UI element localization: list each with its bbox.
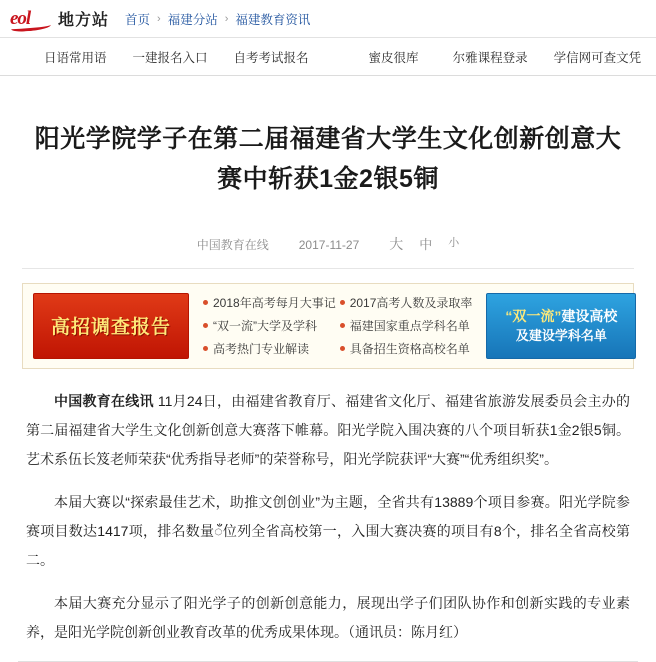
promo-report-banner[interactable]: [33, 293, 189, 359]
nav-item-japanese-phrases[interactable]: 日语常用语: [44, 50, 107, 65]
promo-link-label: 2018年高考每月大事记: [213, 296, 336, 310]
bullet-icon: [340, 346, 345, 351]
breadcrumb-separator: ›: [224, 12, 229, 25]
promo-link-label: 高考热门专业解读: [213, 342, 310, 356]
logo-text: 地方站: [58, 12, 110, 29]
list-item[interactable]: [203, 317, 336, 334]
article-meta: [22, 222, 634, 268]
meta-divider: [22, 268, 634, 269]
eol-logo-icon: [10, 8, 52, 30]
site-logo[interactable]: [10, 7, 123, 30]
list-item[interactable]: [203, 340, 336, 357]
promo-link-list: [199, 294, 476, 357]
bullet-icon: [340, 300, 345, 305]
secondary-nav: [0, 38, 656, 76]
paragraph: [26, 589, 630, 647]
site-header: [0, 0, 656, 38]
breadcrumb-item-fujian[interactable]: 福建分站: [167, 12, 218, 27]
paragraph: [26, 488, 630, 575]
promo-side-line1-highlight: “双一流”: [505, 307, 562, 324]
promo-link-label: 福建国家重点学科名单: [349, 319, 470, 333]
list-item[interactable]: [340, 294, 473, 311]
bullet-icon: [203, 346, 208, 351]
nav-item-honey-library[interactable]: 蜜皮很库: [368, 50, 419, 65]
list-item[interactable]: [203, 294, 336, 311]
nav-item-erya-login[interactable]: 尔雅课程登录: [452, 50, 528, 65]
paragraph-text: 本届大赛充分显示了阳光学子的创新创意能力，展现出学子们团队协作和创新实践的专业素养，是阳光学院创新创业教育改革的优秀成果体现。（通讯员：陈月红）: [26, 594, 630, 640]
article-source: 中国教育在线: [196, 237, 269, 252]
bullet-icon: [340, 323, 345, 328]
promo-banner[interactable]: [22, 283, 634, 369]
promo-link-label: 2017高考人数及录取率: [349, 296, 473, 310]
bullet-icon: [203, 300, 208, 305]
breadcrumb: [123, 10, 312, 28]
page-title: 阳光学院学子在第二届福建省大学生文化创新创意大赛中斩获1金2银5铜: [34, 124, 622, 193]
bullet-icon: [203, 323, 208, 328]
nav-item-selfstudy-exam[interactable]: 自考考试报名: [233, 50, 309, 65]
list-item[interactable]: [340, 317, 473, 334]
promo-link-label: 具备招生资格高校名单: [349, 342, 470, 356]
promo-side-line2: 及建设学科名单: [515, 327, 607, 343]
breadcrumb-item-fujian-news[interactable]: 福建教育资讯: [235, 12, 311, 27]
paragraph-text: 本届大赛以“探索最佳艺术，助推文创创业”为主题，全省共有13889个项目参赛。阳光学院参赛项目数达1417项，排名数量ँ位列全省高校第一，入围大赛决赛的项目有8个，排名全省高校第二。: [26, 493, 630, 568]
list-item[interactable]: [340, 340, 473, 357]
promo-side-line1: [505, 306, 617, 326]
breadcrumb-separator: ›: [157, 12, 161, 25]
article-body: [22, 369, 634, 647]
font-size-controls: [389, 234, 459, 254]
font-size-large-button[interactable]: 大: [389, 235, 404, 252]
promo-side-line1-rest: 建设高校: [561, 307, 618, 324]
breadcrumb-item-home[interactable]: 首页: [125, 12, 151, 27]
promo-report-title: 高招调查报告: [50, 317, 171, 338]
paragraph-text: 11月24日，由福建省教育厅、福建省文化厅、福建省旅游发展委员会主办的第二届福建省大学生文化创新创意大赛落下帷幕。阳光学院入围决赛的八个项目斩获1金2银5铜。艺术系伍长笈老师荣获“优秀指导老师”的荣誉称号，阳光学院获评“大赛”“优秀组织奖”。: [26, 392, 630, 467]
font-size-small-button[interactable]: 小: [448, 236, 460, 249]
article-container: [0, 93, 656, 647]
nav-item-builder-registration[interactable]: 一建报名入口: [132, 50, 208, 65]
paragraph: [26, 387, 630, 474]
article-date: 2017-11-27: [298, 237, 360, 252]
eol-wordmark: eol: [10, 7, 31, 29]
promo-double-first-class-banner[interactable]: [486, 293, 636, 359]
nav-item-chsi-diploma[interactable]: 学信网可查文凭: [553, 50, 642, 65]
article-lead: 中国教育在线讯: [54, 392, 154, 409]
footer-divider: [18, 661, 638, 662]
promo-link-label: “双一流”大学及学科: [213, 319, 317, 333]
font-size-medium-button[interactable]: 中: [419, 236, 433, 252]
